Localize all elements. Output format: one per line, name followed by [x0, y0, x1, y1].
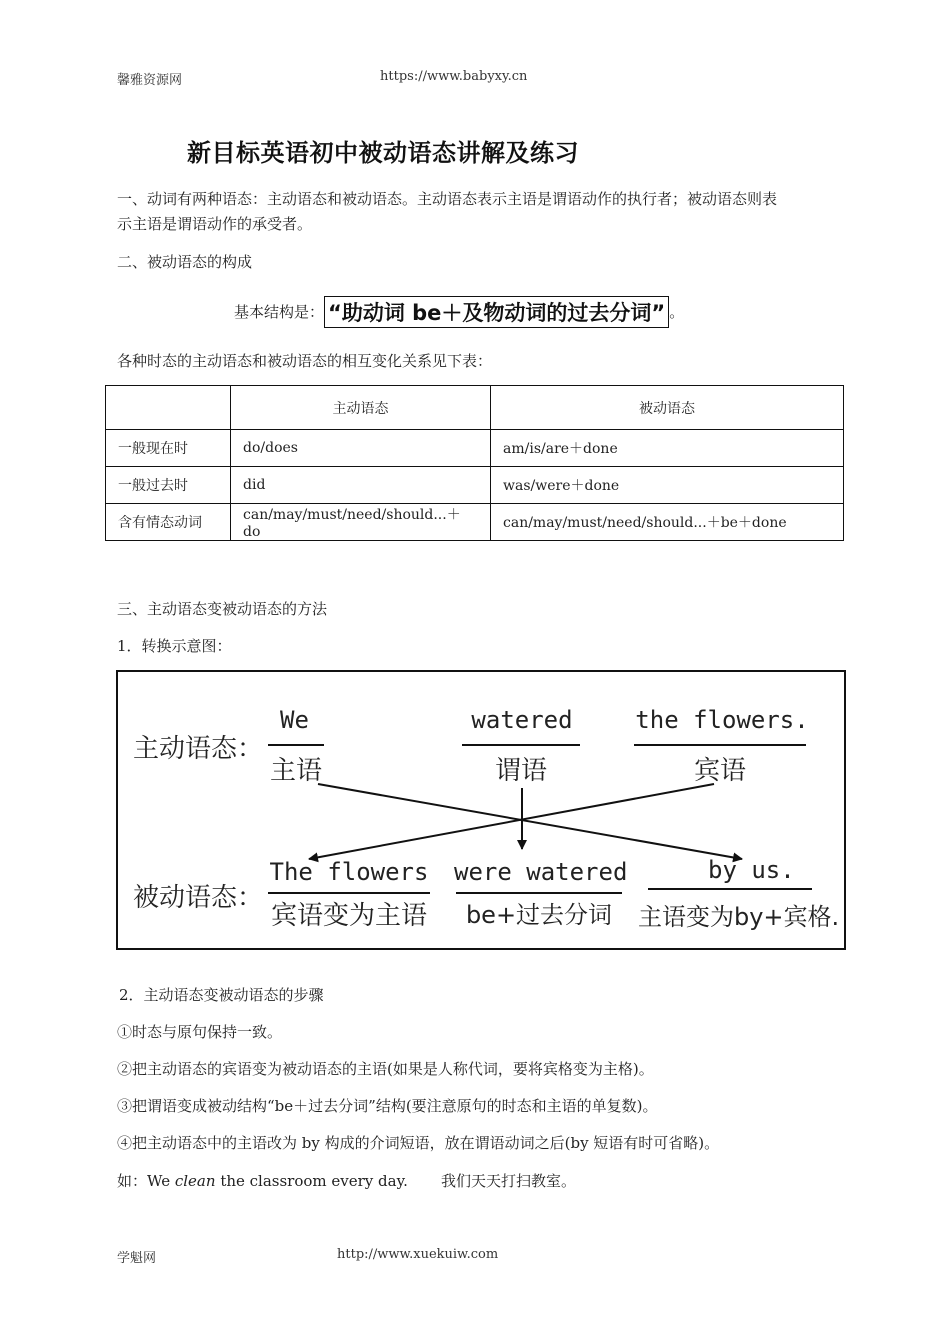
header-site-name: 馨雅资源网: [117, 73, 183, 88]
table-header-row: [106, 386, 844, 430]
table-cell: was/were＋done: [491, 467, 844, 504]
section2-heading: 二、被动语态的构成: [117, 253, 253, 271]
structure-line: [234, 296, 684, 328]
structure-end: 。: [669, 303, 685, 321]
header-url[interactable]: https://www.babyxy.cn: [380, 69, 528, 84]
steps-heading: 2．主动语态变被动语态的步骤: [119, 986, 324, 1004]
underline: [268, 892, 430, 894]
step-item: ④把主动语态中的主语改为 by 构成的介词短语，放在谓语动词之后(by 短语有时可省略)。: [117, 1134, 720, 1152]
active-verb-word: watered: [471, 706, 573, 734]
passive-verb-word: were watered: [454, 858, 628, 886]
table-intro: 各种时态的主动语态和被动语态的相互变化关系见下表：: [117, 352, 493, 370]
passive-subject-word: The flowers: [269, 858, 429, 886]
voice-table: [105, 385, 844, 541]
active-verb-role: 谓语: [494, 756, 547, 786]
example-subject: We: [147, 1172, 175, 1190]
example-prefix: 如：: [117, 1172, 148, 1190]
footer-site-name: 学魁网: [117, 1251, 157, 1266]
arrow-subject-to-by: [318, 784, 742, 859]
structure-formula: “助动词 be＋及物动词的过去分词”: [324, 296, 669, 328]
section1-line1: 一、动词有两种语态：主动语态和被动语态。主动语态表示主语是谓语动作的执行者；被动语态则表: [117, 190, 778, 208]
example-translation: 我们天天打扫教室。: [441, 1172, 577, 1190]
underline: [648, 888, 812, 890]
table-row: [106, 430, 844, 467]
step-item: ③把谓语变成被动结构“be＋过去分词”结构(要注意原句的时态和主语的单复数)。: [117, 1097, 658, 1115]
step-item: ①时态与原句保持一致。: [117, 1023, 283, 1041]
table-header-cell: 主动语态: [231, 386, 491, 430]
section3-heading: 三、主动语态变被动语态的方法: [117, 600, 328, 618]
passive-subject-role: 宾语变为主语: [270, 901, 427, 931]
example-verb: clean: [174, 1172, 216, 1190]
active-subject-word: We: [280, 706, 309, 734]
section1-line2: 示主语是谓语动作的承受者。: [117, 215, 313, 233]
table-cell: 含有情态动词: [106, 504, 231, 541]
table-cell: did: [231, 467, 491, 504]
table-cell: can/may/must/need/should...＋be＋done: [491, 504, 844, 541]
table-cell: 一般现在时: [106, 430, 231, 467]
structure-label: 基本结构是：: [234, 303, 325, 321]
table-header-cell: [106, 386, 231, 430]
active-object-role: 宾语: [693, 756, 746, 786]
table-row: [106, 504, 844, 541]
passive-verb-role: be+过去分词: [465, 901, 613, 929]
passive-by-word: by us.: [708, 856, 795, 884]
active-subject-role: 主语: [269, 756, 322, 786]
arrow-object-to-subject: [309, 784, 714, 859]
underline: [456, 892, 622, 894]
active-object-word: the flowers.: [635, 706, 809, 734]
page-title: 新目标英语初中被动语态讲解及练习: [187, 139, 579, 167]
example-rest: the classroom every day.: [215, 1172, 408, 1190]
table-cell: can/may/must/need/should...＋do: [231, 504, 491, 541]
footer-url[interactable]: http://www.xuekuiw.com: [337, 1247, 499, 1262]
table-cell: am/is/are＋done: [491, 430, 844, 467]
table-header-cell: 被动语态: [491, 386, 844, 430]
step-item: ②把主动语态的宾语变为被动语态的主语(如果是人称代词，要将宾格变为主格)。: [117, 1060, 654, 1078]
section3-sub1: 1．转换示意图：: [117, 637, 232, 655]
underline: [462, 744, 580, 746]
passive-voice-label: 被动语态：: [133, 883, 264, 913]
passive-by-role: 主语变为by+宾格.: [638, 903, 840, 931]
underline: [268, 744, 324, 746]
conversion-diagram: [116, 670, 846, 950]
underline: [634, 744, 806, 746]
table-row: [106, 467, 844, 504]
active-voice-label: 主动语态：: [133, 734, 264, 764]
example-sentence: [117, 1169, 408, 1193]
table-cell: do/does: [231, 430, 491, 467]
table-cell: 一般过去时: [106, 467, 231, 504]
